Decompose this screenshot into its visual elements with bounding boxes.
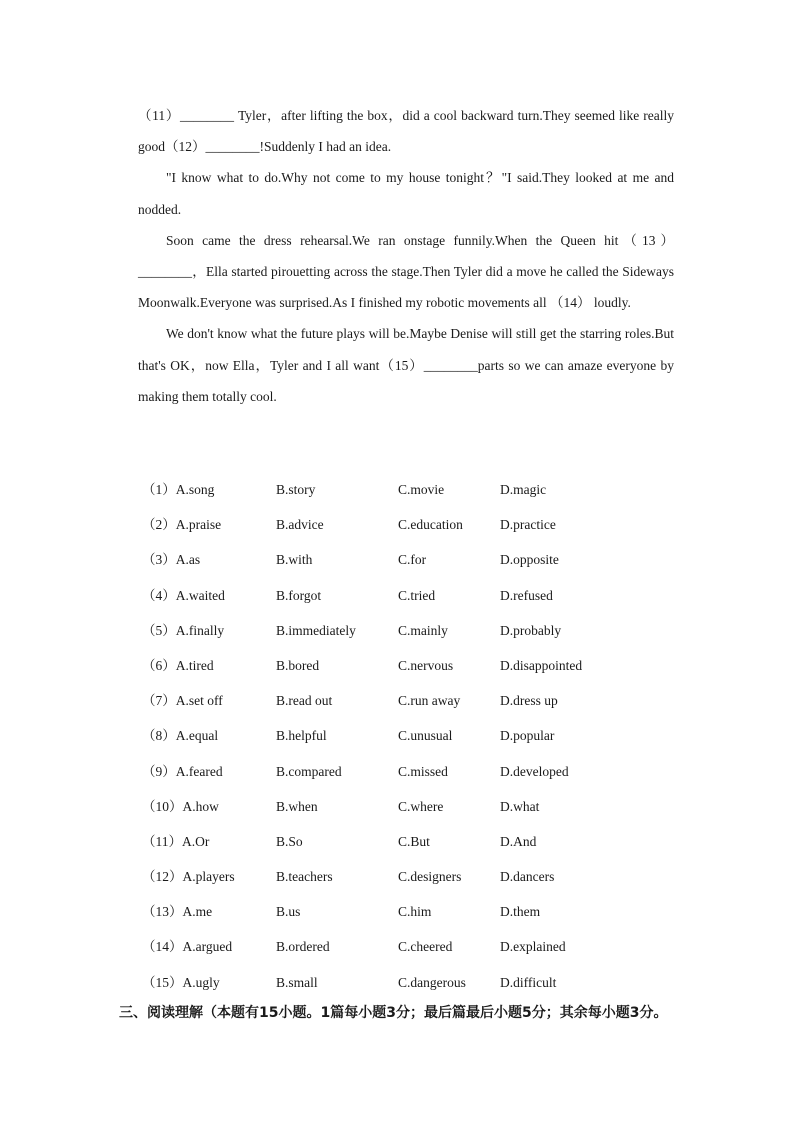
option-d: D.what bbox=[500, 798, 540, 814]
option-c: C.dangerous bbox=[398, 974, 466, 990]
option-c: C.designers bbox=[398, 869, 462, 885]
option-c: C.missed bbox=[398, 763, 448, 779]
question-options-row bbox=[142, 507, 682, 542]
question-options-row bbox=[142, 929, 682, 964]
option-c: C.education bbox=[398, 517, 463, 533]
option-c: C.unusual bbox=[398, 728, 453, 744]
passage-paragraph: "I know what to do.Why not come to my house tonight？"I said.They looked at me and nodded. bbox=[138, 170, 674, 217]
option-b: B.advice bbox=[276, 517, 324, 533]
option-d: D.refused bbox=[500, 587, 553, 603]
option-c: C.movie bbox=[398, 482, 445, 497]
option-d: D.explained bbox=[500, 939, 566, 955]
question-options-row bbox=[142, 789, 682, 824]
passage-paragraph: （11）________ Tyler，after lifting the box，did a cool backward turn.They seemed like really good（12）________!Suddenly I had an idea. bbox=[138, 108, 674, 155]
answer-options-list bbox=[142, 472, 682, 1000]
option-c: C.him bbox=[398, 904, 432, 920]
option-c: C.cheered bbox=[398, 939, 453, 955]
section-heading: 三、阅读理解（本题有15小题。1篇每小题3分；最后篇最后小题5分；其余每小题3分。 bbox=[119, 1005, 668, 1021]
question-options-row bbox=[142, 542, 682, 577]
option-b: B.when bbox=[276, 798, 318, 814]
option-a: （3）A.as bbox=[142, 552, 201, 568]
option-d: D.And bbox=[500, 833, 537, 849]
question-options-row bbox=[142, 648, 682, 683]
option-a: （15）A.ugly bbox=[142, 974, 220, 990]
option-b: B.helpful bbox=[276, 728, 327, 744]
option-b: B.teachers bbox=[276, 869, 333, 885]
passage-paragraph: We don't know what the future plays will be.Maybe Denise will still get the starring roles.But that's OK，now Ella，Tyler and I all want（15）________parts so we can amaze everyone by making them totally cool. bbox=[138, 326, 674, 404]
option-d: D.dancers bbox=[500, 869, 555, 885]
option-d: D.developed bbox=[500, 763, 569, 779]
option-b: B.ordered bbox=[276, 939, 330, 955]
passage-paragraph: Soon came the dress rehearsal.We ran onstage funnily.When the Queen hit（13）________，Ella started pirouetting across the stage.Then Tyler did a move he called the Sideways Moonwalk.Everyone was surprised.As I finished my robotic movements all （14） loudly. bbox=[138, 232, 674, 311]
option-b: B.us bbox=[276, 904, 301, 920]
option-b: B.story bbox=[276, 482, 316, 497]
question-options-row bbox=[142, 472, 682, 507]
option-b: B.compared bbox=[276, 763, 342, 779]
option-a: （13）A.me bbox=[142, 904, 213, 920]
option-a: （6）A.tired bbox=[142, 657, 214, 673]
option-a: （4）A.waited bbox=[142, 587, 225, 603]
option-a: （7）A.set off bbox=[142, 693, 223, 709]
option-a: （12）A.players bbox=[142, 869, 235, 885]
option-d: D.dress up bbox=[500, 693, 558, 709]
question-options-row bbox=[142, 718, 682, 753]
option-a: （14）A.argued bbox=[142, 939, 233, 955]
option-d: D.opposite bbox=[500, 552, 559, 568]
option-a: （1）A.song bbox=[142, 482, 215, 497]
option-d: D.probably bbox=[500, 622, 562, 638]
option-a: （8）A.equal bbox=[142, 728, 219, 744]
question-options-row bbox=[142, 894, 682, 929]
option-c: C.tried bbox=[398, 587, 436, 603]
question-options-row bbox=[142, 683, 682, 718]
option-d: D.popular bbox=[500, 728, 555, 744]
option-d: D.practice bbox=[500, 517, 556, 533]
option-b: B.read out bbox=[276, 693, 333, 709]
question-options-row bbox=[142, 754, 682, 789]
option-b: B.bored bbox=[276, 657, 320, 673]
option-b: B.small bbox=[276, 974, 318, 990]
option-d: D.them bbox=[500, 904, 541, 920]
option-b: B.So bbox=[276, 833, 303, 849]
question-options-row bbox=[142, 824, 682, 859]
option-b: B.immediately bbox=[276, 622, 356, 638]
question-options-row bbox=[142, 613, 682, 648]
question-options-row bbox=[142, 578, 682, 613]
question-options-row bbox=[142, 859, 682, 894]
option-b: B.with bbox=[276, 552, 313, 568]
option-b: B.forgot bbox=[276, 587, 322, 603]
option-d: D.difficult bbox=[500, 974, 557, 990]
question-options-row bbox=[142, 965, 682, 1000]
option-d: D.magic bbox=[500, 482, 547, 497]
option-c: C.where bbox=[398, 798, 444, 814]
option-a: （2）A.praise bbox=[142, 517, 222, 533]
option-c: C.But bbox=[398, 833, 430, 849]
option-d: D.disappointed bbox=[500, 657, 583, 673]
cloze-passage bbox=[138, 100, 674, 412]
option-a: （11）A.Or bbox=[142, 833, 210, 849]
option-a: （10）A.how bbox=[142, 798, 219, 814]
option-c: C.run away bbox=[398, 693, 461, 709]
option-c: C.nervous bbox=[398, 657, 454, 673]
option-c: C.for bbox=[398, 552, 427, 568]
option-c: C.mainly bbox=[398, 622, 448, 638]
option-a: （5）A.finally bbox=[142, 622, 225, 638]
option-a: （9）A.feared bbox=[142, 763, 223, 779]
